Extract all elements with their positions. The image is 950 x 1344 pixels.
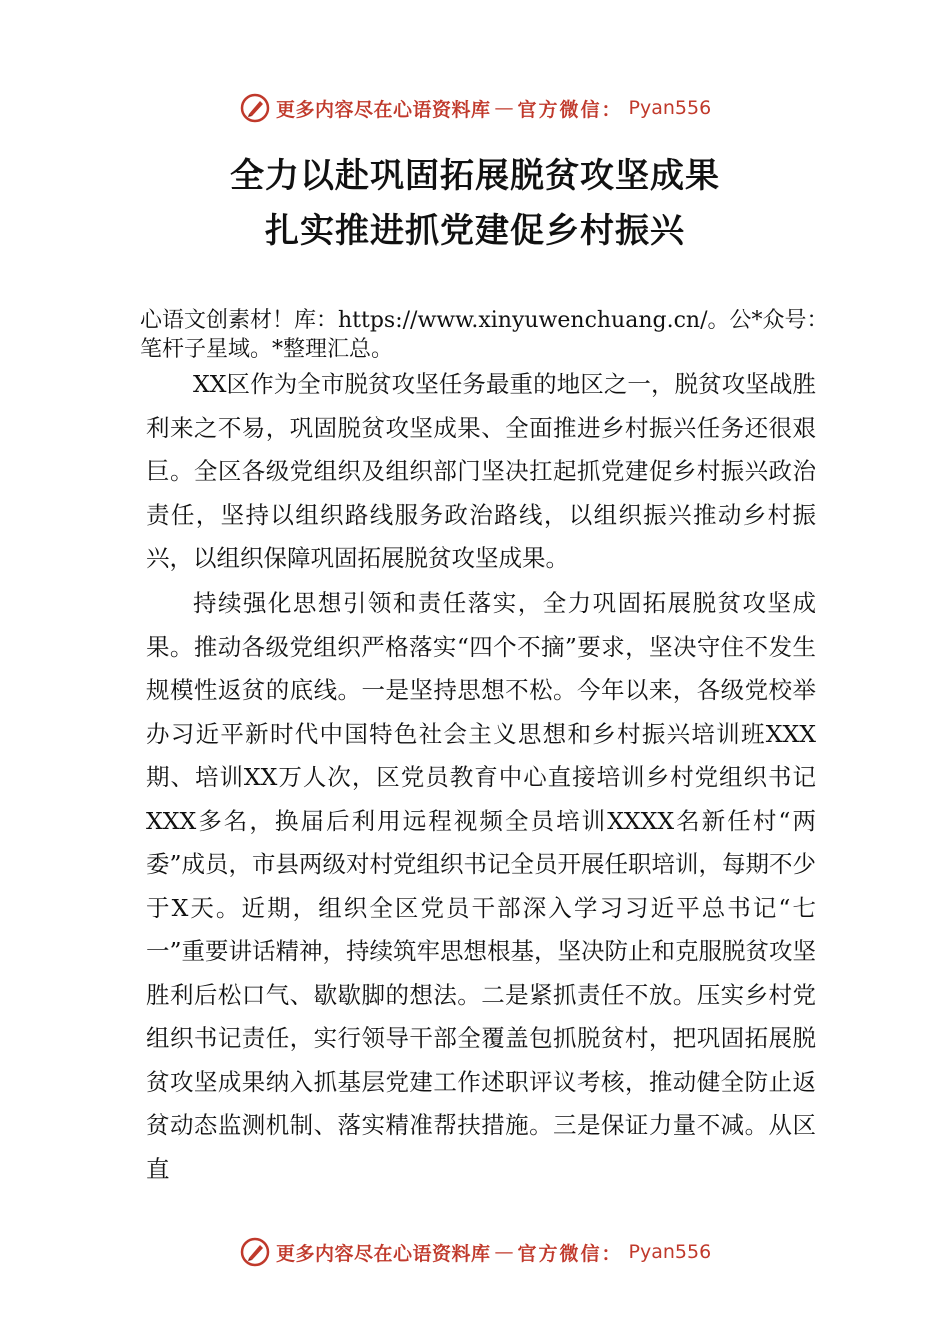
banner-dash: — bbox=[494, 1241, 514, 1263]
footer-watermark-banner bbox=[240, 1234, 740, 1270]
banner-wechat-label: 官方微信： bbox=[517, 98, 623, 121]
document-title-line-2: 扎实推进抓党建促乡村振兴 bbox=[265, 211, 685, 251]
pen-logo-icon bbox=[240, 93, 270, 123]
banner-wechat-label: 官方微信： bbox=[517, 1242, 623, 1265]
pen-logo-icon bbox=[240, 1237, 270, 1267]
banner-main-text: 更多内容尽在心语资料库 bbox=[276, 98, 491, 121]
source-note: 心语文创素材！库：https://www.xinyuwenchuang.cn/。公*众号：笔杆子星域。*整理汇总。 bbox=[140, 308, 829, 362]
banner-wechat-id: Pyan556 bbox=[628, 1241, 712, 1263]
header-watermark-banner bbox=[240, 90, 740, 126]
body-paragraph-1: XX区作为全市脱贫攻坚任务最重的地区之一，脱贫攻坚战胜利来之不易，巩固脱贫攻坚成果、全面推进乡村振兴任务还很艰巨。全区各级党组织及组织部门坚决扛起抓党建促乡村振兴政治责任，坚持以组织路线服务政治路线，以组织振兴推动乡村振兴，以组织保障巩固拓展脱贫攻坚成果。 bbox=[146, 370, 816, 572]
banner-dash: — bbox=[494, 97, 514, 119]
document-title-line-1: 全力以赴巩固拓展脱贫攻坚成果 bbox=[230, 156, 720, 196]
banner-wechat-id: Pyan556 bbox=[628, 97, 712, 119]
body-paragraph-2: 持续强化思想引领和责任落实，全力巩固拓展脱贫攻坚成果。推动各级党组织严格落实“四个不摘”要求，坚决守住不发生规模性返贫的底线。一是坚持思想不松。今年以来，各级党校举办习近平新时代中国特色社会主义思想和乡村振兴培训班XXX期、培训XX万人次，区党员教育中心直接培训乡村党组织书记XXX多名，换届后利用远程视频全员培训XXXX名新任村“两委”成员，市县两级对村党组织书记全员开展任职培训，每期不少于X天。近期，组织全区党员干部深入学习习近平总书记“七一”重要讲话精神，持续筑牢思想根基，坚决防止和克服脱贫攻坚胜利后松口气、歇歇脚的想法。二是紧抓责任不放。压实乡村党组织书记责任，实行领导干部全覆盖包抓脱贫村，把巩固拓展脱贫攻坚成果纳入抓基层党建工作述职评议考核，推动健全防止返贫动态监测机制、落实精准帮扶措施。三是保证力量不减。从区直 bbox=[146, 589, 817, 1183]
banner-main-text: 更多内容尽在心语资料库 bbox=[276, 1242, 491, 1265]
